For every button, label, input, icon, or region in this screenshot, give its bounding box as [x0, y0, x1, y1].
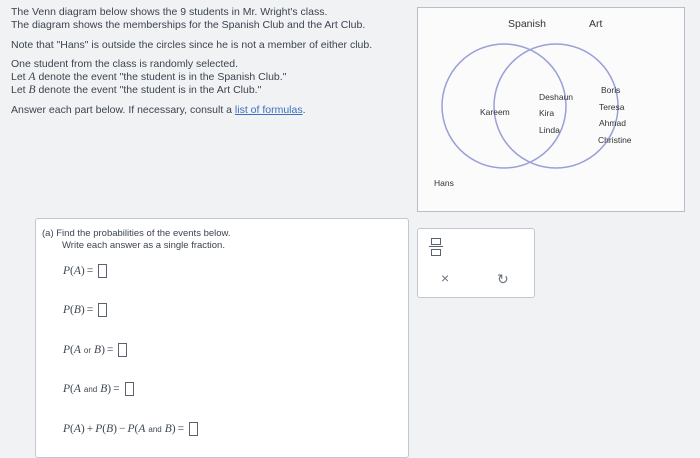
fraction-button[interactable]: [429, 237, 443, 257]
answer-box-p-sum[interactable]: [189, 422, 198, 436]
venn-name-teresa: Teresa: [599, 102, 625, 112]
spanish-circle: [442, 44, 566, 168]
venn-name-deshaun: Deshaun: [539, 92, 574, 102]
part-a-prompt: (a) Find the probabilities of the events below.: [42, 228, 231, 239]
prob-a-row: P ( A ) =: [63, 264, 107, 278]
prob-sum-row: P ( A ) + P ( B ) − P ( A and B ) =: [63, 422, 198, 436]
fraction-bar-icon: [429, 246, 443, 247]
event-a-definition: Let A denote the event "the student is in the Spanish Club.": [11, 71, 287, 84]
question-header: [42, 228, 231, 251]
answer-box-p-a-and-b[interactable]: [125, 382, 134, 396]
clear-button[interactable]: ×: [441, 270, 450, 286]
fraction-numerator-icon: [431, 238, 441, 245]
undo-button[interactable]: ↻: [497, 271, 509, 287]
fraction-denominator-icon: [431, 249, 441, 256]
venn-name-christine: Christine: [598, 135, 632, 145]
event-b-definition: Let B denote the event "the student is in the Art Club.": [11, 84, 262, 97]
answer-box-p-a[interactable]: [98, 264, 107, 278]
prob-a-or-b-row: P ( A or B ) =: [63, 343, 127, 357]
prob-b-row: P ( B ) =: [63, 303, 107, 317]
intro-random: One student from the class is randomly selected.: [11, 57, 239, 70]
answer-box-p-a-or-b[interactable]: [118, 343, 127, 357]
venn-name-kareem: Kareem: [480, 107, 510, 117]
venn-name-ahmad: Ahmad: [599, 118, 626, 128]
venn-name-hans: Hans: [434, 178, 454, 188]
prob-a-and-b-row: P ( A and B ) =: [63, 382, 134, 396]
answer-box-p-b[interactable]: [98, 303, 107, 317]
intro-line-1: The Venn diagram below shows the 9 students in Mr. Wright's class.: [11, 6, 328, 18]
spanish-label: Spanish: [508, 18, 546, 30]
fraction-instruction: Write each answer as a single fraction.: [62, 239, 225, 251]
art-label: Art: [589, 18, 603, 30]
venn-name-linda: Linda: [539, 125, 560, 135]
formulas-link[interactable]: list of formulas: [234, 103, 303, 116]
venn-name-kira: Kira: [539, 108, 555, 118]
problem-intro: [11, 6, 411, 117]
answer-toolbar: [417, 228, 535, 298]
intro-line-2: The diagram shows the memberships for the Spanish Club and the Art Club.: [11, 19, 366, 32]
venn-diagram: [417, 7, 685, 212]
intro-note: Note that "Hans" is outside the circles since he is not a member of either club.: [11, 38, 373, 51]
question-panel: [35, 218, 409, 458]
answer-instructions: Answer each part below. If necessary, consult a list of formulas.: [11, 103, 306, 116]
venn-name-boris: Boris: [601, 85, 621, 95]
